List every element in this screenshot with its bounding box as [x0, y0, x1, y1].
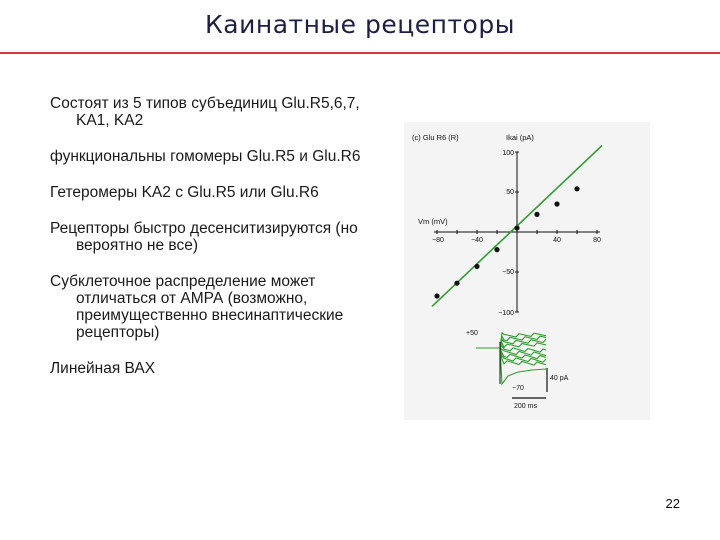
data-point	[434, 293, 439, 298]
bullet-item: функциональны гомомеры Glu.R5 и Glu.R6	[50, 148, 361, 165]
x-tick-label: −80	[432, 237, 444, 244]
y-tick-label: 100	[502, 150, 514, 157]
slide-title: Каинатные рецепторы	[205, 10, 515, 39]
bullet-item: Субклеточное распределение может отличаться от АМРА (возможно, преимущественно внесинаптические рецепторы)	[50, 273, 344, 341]
data-point	[474, 264, 479, 269]
data-point	[454, 281, 459, 286]
bullet-item: Рецепторы быстро десенситизируются (но вероятно не все)	[50, 220, 358, 254]
iv-figure	[404, 122, 650, 420]
x-axis-label: Vm (mV)	[418, 217, 448, 226]
y-tick-label: −100	[498, 310, 514, 317]
current-trace	[476, 339, 546, 348]
page-number: 22	[665, 496, 680, 511]
data-point	[494, 247, 499, 252]
panel-label: (c) Glu R6 (R)	[412, 133, 459, 142]
data-point	[574, 186, 579, 191]
bullet-item: Состоят из 5 типов субъединиц Glu.R5,6,7, KA1, KA2	[50, 95, 360, 129]
y-tick-label: −50	[502, 269, 514, 276]
scale-current-label: 40 pA	[550, 375, 569, 382]
current-trace	[476, 346, 546, 352]
bullet-item: Линейная ВАХ	[50, 360, 156, 377]
scale-time-label: 200 ms	[514, 403, 537, 410]
iv-chart	[404, 122, 650, 420]
y-tick-label: 50	[506, 189, 514, 196]
bullet-item: Гетеромеры KA2 с Glu.R5 или Glu.R6	[50, 184, 319, 201]
y-axis-label: Ikai (pA)	[506, 133, 534, 142]
trace-label-minus70: −70	[512, 385, 524, 392]
data-point	[554, 201, 559, 206]
trace-label-plus50: +50	[466, 330, 478, 337]
trace-group	[476, 333, 546, 384]
current-traces	[466, 330, 569, 410]
x-tick-label: 40	[553, 237, 561, 244]
data-point	[534, 212, 539, 217]
x-tick-label: 80	[593, 237, 601, 244]
title-underline	[0, 52, 720, 54]
bullet-list	[50, 95, 390, 396]
current-trace	[476, 336, 546, 348]
x-tick-label: −40	[471, 237, 483, 244]
data-point	[514, 225, 519, 230]
